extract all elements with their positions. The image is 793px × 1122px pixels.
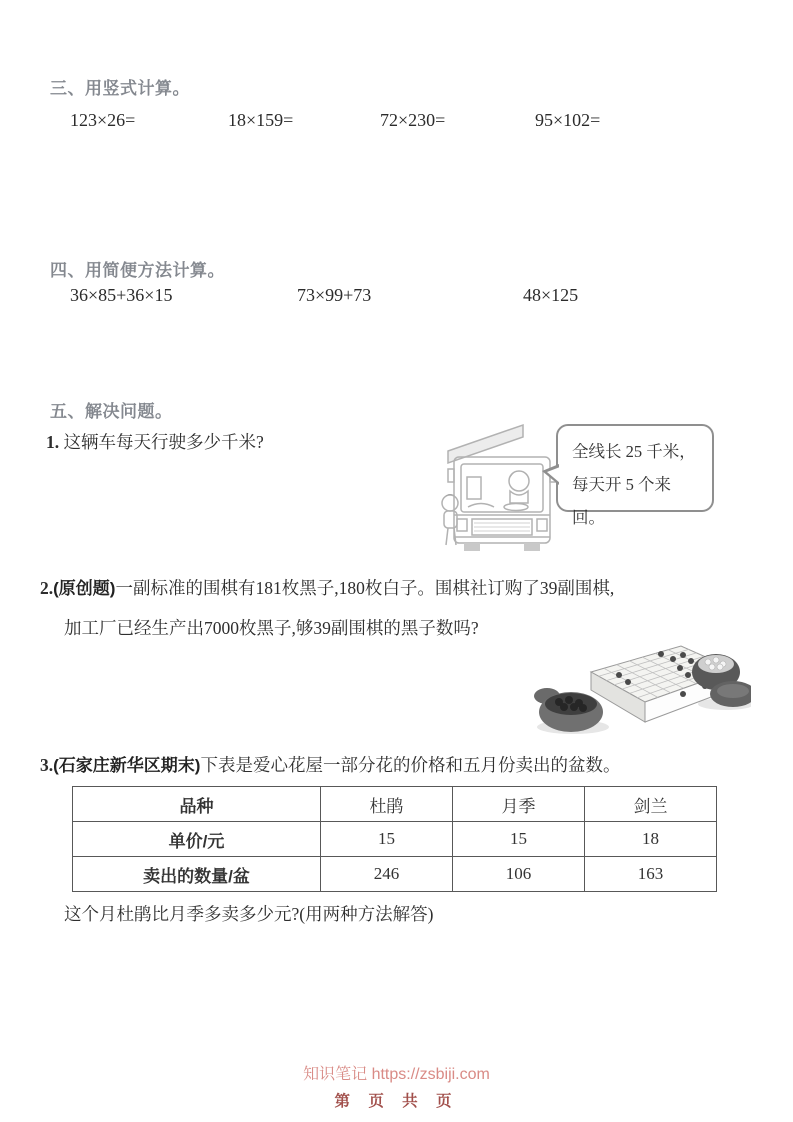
question-1 xyxy=(46,429,264,454)
bubble-line-2: 每天开 5 个来回。 xyxy=(572,475,671,527)
problem-3-3: 72×230= xyxy=(380,110,446,130)
question-1-number: 1. xyxy=(46,432,60,452)
cell-price-1: 15 xyxy=(320,822,452,857)
question-3-number: 3. xyxy=(40,755,54,775)
table-row-quantity xyxy=(73,857,717,892)
question-3-tag: (石家庄新华区期末) xyxy=(53,756,201,775)
question-3-question: 这个月杜鹃比月季多卖多少元?(用两种方法解答) xyxy=(64,904,434,924)
cell-quantity-label: 卖出的数量/盆 xyxy=(73,857,321,892)
cell-price-3: 18 xyxy=(584,822,716,857)
question-2-line1 xyxy=(40,574,614,600)
cell-quantity-1: 246 xyxy=(320,857,452,892)
question-3-intro: 下表是爱心花屋一部分花的价格和五月份卖出的盆数。 xyxy=(200,755,621,775)
go-board-illustration xyxy=(533,630,751,738)
table-row-price xyxy=(73,822,717,857)
footer-site-link[interactable]: 知识笔记 https://zsbiji.com xyxy=(303,1066,490,1083)
cell-variety-label: 品种 xyxy=(73,787,321,822)
question-2-number: 2. xyxy=(40,578,54,598)
question-1-text: 这辆车每天行驶多少千米? xyxy=(63,432,264,452)
cell-quantity-3: 163 xyxy=(584,857,716,892)
problem-3-1: 123×26= xyxy=(70,110,136,130)
cell-variety-1: 杜鹃 xyxy=(320,787,452,822)
question-2-line2: 加工厂已经生产出7000枚黑子,够39副围棋的黑子数吗? xyxy=(64,618,479,638)
problem-4-1: 36×85+36×15 xyxy=(70,285,173,305)
cell-variety-2: 月季 xyxy=(452,787,584,822)
section4-heading: 四、用简便方法计算。 xyxy=(50,261,225,280)
flower-price-table xyxy=(72,786,717,892)
problem-4-3: 48×125 xyxy=(523,285,579,305)
speech-bubble xyxy=(556,424,714,527)
question-2-text1: 一副标准的围棋有181枚黑子,180枚白子。围棋社订购了39副围棋, xyxy=(115,578,615,598)
section5-heading: 五、解决问题。 xyxy=(50,402,173,421)
cell-price-label: 单价/元 xyxy=(73,822,321,857)
section3-heading: 三、用竖式计算。 xyxy=(50,79,190,98)
cell-quantity-2: 106 xyxy=(452,857,584,892)
table-row-variety xyxy=(73,787,717,822)
problem-3-4: 95×102= xyxy=(535,110,601,130)
problem-3-2: 18×159= xyxy=(228,110,294,130)
cell-variety-3: 剑兰 xyxy=(584,787,716,822)
bubble-line-1: 全线长 25 千米， xyxy=(572,442,696,461)
footer-page-info: 第 页 共 页 xyxy=(334,1093,459,1110)
question-2-tag: (原创题) xyxy=(53,579,116,598)
question-3-line xyxy=(40,751,620,777)
cell-price-2: 15 xyxy=(452,822,584,857)
problem-4-2: 73×99+73 xyxy=(297,285,372,305)
